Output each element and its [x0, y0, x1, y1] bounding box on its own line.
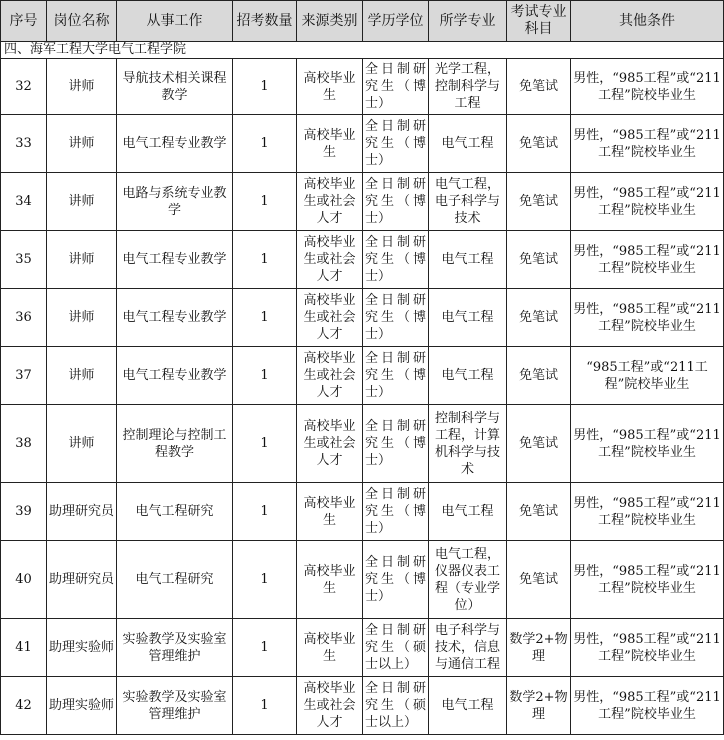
cell-other: 男性，“985工程”或“211工程”院校毕业生 — [571, 619, 724, 677]
cell-count: 1 — [233, 541, 297, 619]
table-row — [1, 173, 724, 231]
cell-work: 导航技术相关课程教学 — [117, 59, 233, 115]
cell-exam: 免笔试 — [507, 59, 571, 115]
cell-education: 全日制研究生（博士） — [363, 115, 429, 173]
cell-education: 全日制研究生（博士） — [363, 173, 429, 231]
cell-education: 全日制研究生（硕士以上） — [363, 677, 429, 735]
cell-no: 41 — [1, 619, 47, 677]
cell-education: 全日制研究生（博士） — [363, 405, 429, 483]
cell-other: “985工程”或“211工程”院校毕业生 — [571, 347, 724, 405]
cell-major: 电气工程 — [429, 289, 507, 347]
cell-post: 讲师 — [47, 289, 117, 347]
cell-major: 电气工程 — [429, 115, 507, 173]
cell-no: 33 — [1, 115, 47, 173]
header-education: 学历学位 — [363, 1, 429, 42]
cell-exam: 数学2+物理 — [507, 677, 571, 735]
cell-source: 高校毕业生或社会人才 — [297, 677, 363, 735]
cell-no: 39 — [1, 483, 47, 541]
cell-count: 1 — [233, 619, 297, 677]
cell-major: 光学工程，控制科学与工程 — [429, 59, 507, 115]
cell-education: 全日制研究生（博士） — [363, 231, 429, 289]
cell-count: 1 — [233, 405, 297, 483]
cell-post: 助理实验师 — [47, 619, 117, 677]
cell-no: 37 — [1, 347, 47, 405]
cell-no: 40 — [1, 541, 47, 619]
header-count: 招考数量 — [233, 1, 297, 42]
table-row — [1, 59, 724, 115]
header-source: 来源类别 — [297, 1, 363, 42]
cell-no: 36 — [1, 289, 47, 347]
cell-source: 高校毕业生或社会人才 — [297, 173, 363, 231]
cell-source: 高校毕业生 — [297, 483, 363, 541]
cell-exam: 免笔试 — [507, 405, 571, 483]
cell-post: 讲师 — [47, 115, 117, 173]
cell-major: 电气工程 — [429, 347, 507, 405]
cell-exam: 免笔试 — [507, 347, 571, 405]
cell-source: 高校毕业生或社会人才 — [297, 289, 363, 347]
table-row — [1, 619, 724, 677]
table-row — [1, 347, 724, 405]
cell-count: 1 — [233, 173, 297, 231]
cell-post: 助理研究员 — [47, 541, 117, 619]
table-row — [1, 405, 724, 483]
header-other: 其他条件 — [571, 1, 724, 42]
table-row — [1, 483, 724, 541]
cell-major: 电气工程 — [429, 483, 507, 541]
cell-exam: 免笔试 — [507, 115, 571, 173]
cell-work: 实验教学及实验室管理维护 — [117, 619, 233, 677]
cell-post: 讲师 — [47, 231, 117, 289]
cell-exam: 免笔试 — [507, 173, 571, 231]
cell-count: 1 — [233, 347, 297, 405]
cell-post: 讲师 — [47, 59, 117, 115]
cell-post: 助理研究员 — [47, 483, 117, 541]
cell-no: 38 — [1, 405, 47, 483]
cell-no: 34 — [1, 173, 47, 231]
cell-source: 高校毕业生 — [297, 115, 363, 173]
cell-work: 实验教学及实验室管理维护 — [117, 677, 233, 735]
cell-count: 1 — [233, 59, 297, 115]
cell-other: 男性，“985工程”或“211工程”院校毕业生 — [571, 289, 724, 347]
cell-major: 电气工程，仪器仪表工程（专业学位） — [429, 541, 507, 619]
cell-count: 1 — [233, 115, 297, 173]
cell-exam: 免笔试 — [507, 289, 571, 347]
cell-other: 男性，“985工程”或“211工程”院校毕业生 — [571, 677, 724, 735]
header-post: 岗位名称 — [47, 1, 117, 42]
table-row — [1, 541, 724, 619]
cell-work: 控制理论与控制工程教学 — [117, 405, 233, 483]
cell-source: 高校毕业生 — [297, 59, 363, 115]
header-exam: 考试专业科目 — [507, 1, 571, 42]
cell-exam: 免笔试 — [507, 541, 571, 619]
cell-other: 男性，“985工程”或“211工程”院校毕业生 — [571, 405, 724, 483]
header-no: 序号 — [1, 1, 47, 42]
cell-exam: 免笔试 — [507, 231, 571, 289]
cell-major: 电子科学与技术，信息与通信工程 — [429, 619, 507, 677]
cell-post: 助理实验师 — [47, 677, 117, 735]
cell-source: 高校毕业生 — [297, 619, 363, 677]
cell-count: 1 — [233, 677, 297, 735]
cell-exam: 数学2+物理 — [507, 619, 571, 677]
cell-post: 讲师 — [47, 405, 117, 483]
section-row — [1, 42, 724, 59]
cell-work: 电气工程专业教学 — [117, 347, 233, 405]
cell-no: 42 — [1, 677, 47, 735]
table-row — [1, 115, 724, 173]
cell-work: 电气工程专业教学 — [117, 289, 233, 347]
header-row — [1, 1, 724, 42]
cell-source: 高校毕业生或社会人才 — [297, 347, 363, 405]
cell-major: 电气工程 — [429, 677, 507, 735]
cell-work: 电气工程专业教学 — [117, 115, 233, 173]
cell-post: 讲师 — [47, 173, 117, 231]
cell-work: 电气工程研究 — [117, 541, 233, 619]
cell-exam: 免笔试 — [507, 483, 571, 541]
table-row — [1, 231, 724, 289]
cell-education: 全日制研究生（博士） — [363, 483, 429, 541]
cell-education: 全日制研究生（博士） — [363, 59, 429, 115]
cell-education: 全日制研究生（博士） — [363, 347, 429, 405]
cell-major: 电气工程 — [429, 231, 507, 289]
cell-other: 男性，“985工程”或“211工程”院校毕业生 — [571, 483, 724, 541]
table-row — [1, 289, 724, 347]
header-work: 从事工作 — [117, 1, 233, 42]
section-title: 四、海军工程大学电气工程学院 — [1, 42, 724, 59]
cell-source: 高校毕业生或社会人才 — [297, 231, 363, 289]
cell-education: 全日制研究生（博士） — [363, 541, 429, 619]
cell-work: 电气工程研究 — [117, 483, 233, 541]
cell-source: 高校毕业生 — [297, 541, 363, 619]
cell-no: 32 — [1, 59, 47, 115]
cell-education: 全日制研究生（博士） — [363, 289, 429, 347]
cell-work: 电路与系统专业教学 — [117, 173, 233, 231]
cell-count: 1 — [233, 289, 297, 347]
cell-other: 男性，“985工程”或“211工程”院校毕业生 — [571, 115, 724, 173]
cell-other: 男性，“985工程”或“211工程”院校毕业生 — [571, 173, 724, 231]
cell-other: 男性，“985工程”或“211工程”院校毕业生 — [571, 231, 724, 289]
cell-other: 男性，“985工程”或“211工程”院校毕业生 — [571, 59, 724, 115]
cell-count: 1 — [233, 483, 297, 541]
cell-source: 高校毕业生或社会人才 — [297, 405, 363, 483]
cell-no: 35 — [1, 231, 47, 289]
cell-education: 全日制研究生（硕士以上） — [363, 619, 429, 677]
table-row — [1, 677, 724, 735]
cell-count: 1 — [233, 231, 297, 289]
cell-major: 电气工程，电子科学与技术 — [429, 173, 507, 231]
cell-major: 控制科学与工程，计算机科学与技术 — [429, 405, 507, 483]
header-major: 所学专业 — [429, 1, 507, 42]
cell-other: 男性，“985工程”或“211工程”院校毕业生 — [571, 541, 724, 619]
cell-post: 讲师 — [47, 347, 117, 405]
cell-work: 电气工程专业教学 — [117, 231, 233, 289]
